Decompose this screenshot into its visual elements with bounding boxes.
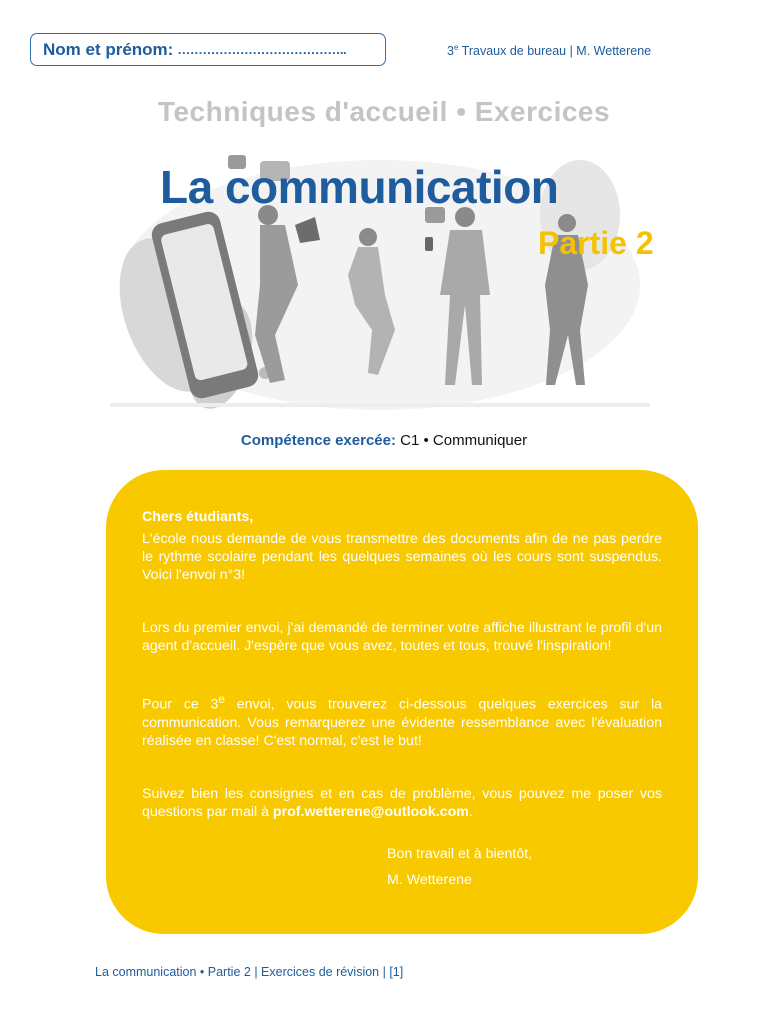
page-footer: La communication • Partie 2 | Exercices de révision | [1] <box>95 965 404 979</box>
part-label: Partie 2 <box>538 225 654 261</box>
letter-p4-end: . <box>468 803 473 820</box>
letter-p3-sup: e <box>218 692 225 706</box>
letter-paragraph-1: L'école nous demande de vous transmettre des documents afin de ne pas perdre le rythme scolaire pendant les quelques semaines où les cours sont suspendus. Voici l'envoi n°3! <box>142 531 662 583</box>
letter-p3-start: Pour ce 3 <box>142 696 219 713</box>
letter-p3-end: envoi, vous trouverez ci-dessous quelques exercices sur la communication. Vous remarquerez une évidente ressemblance avec l'évaluation réalisée en classe! C'est normal, c'est le but! <box>142 696 663 749</box>
letter-paragraph-4 <box>142 785 662 821</box>
letter-closing: Bon travail et à bientôt, <box>387 845 533 862</box>
competence-label: Compétence exercée: <box>240 432 396 449</box>
name-label: Nom et prénom: <box>43 39 174 59</box>
intro-letter-box <box>106 470 698 934</box>
name-dotted-line: ………………………………….. <box>177 42 347 57</box>
letter-greeting: Chers étudiants, <box>142 509 254 525</box>
competence-value: C1 • Communiquer <box>395 432 528 449</box>
email-link[interactable]: prof.wetterene@outlook.com <box>272 803 469 820</box>
course-info: Travaux de bureau | M. Wetterene <box>458 44 652 59</box>
letter-paragraph-3 <box>142 690 662 750</box>
document-title: La communication <box>160 161 559 213</box>
letter-paragraph-2: Lors du premier envoi, j'ai demandé de terminer votre affiche illustrant le profil d'un agent d'accueil. J'espère que vous avez, toutes et tous, trouvé l'inspiration! <box>142 620 662 654</box>
competence-line <box>0 432 768 449</box>
page-subtitle: Techniques d'accueil • Exercices <box>157 96 611 127</box>
course-grade-sup: e <box>453 43 459 52</box>
course-grade: 3 <box>447 44 454 59</box>
name-field[interactable] <box>30 33 386 66</box>
letter-p4-start: Suivez bien les consignes et en cas de problème, vous pouvez me poser vos questions par mail à <box>142 785 662 820</box>
letter-signature: M. Wetterene <box>387 871 472 888</box>
course-header <box>447 43 651 58</box>
